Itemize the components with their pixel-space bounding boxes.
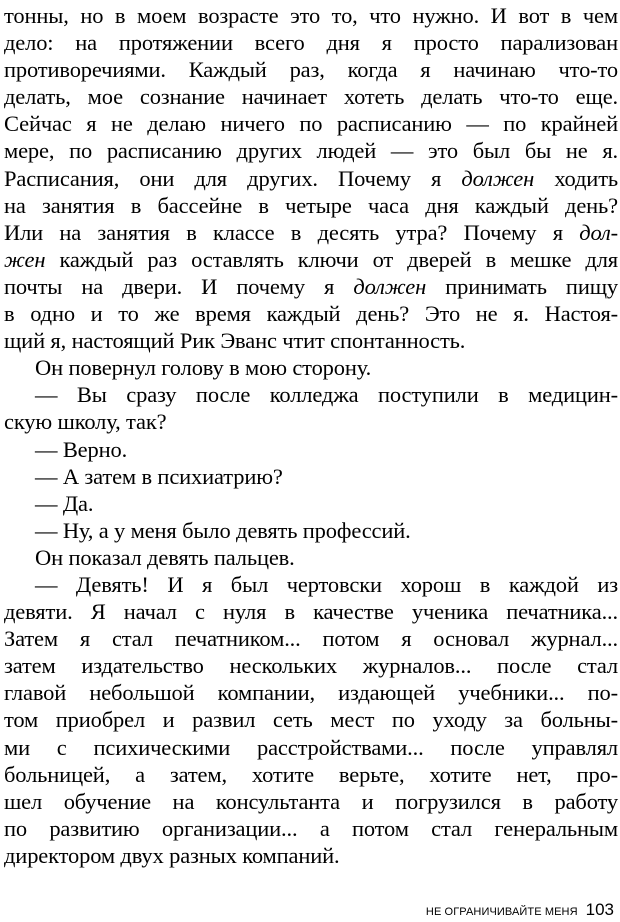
text-line: мере, по расписанию других людей — это был бы не я.: [4, 138, 618, 164]
text-line: в одно и то же время каждый день? Это не я. Настоя-: [4, 301, 618, 327]
text-line: Он повернул голову в мою сторону.: [35, 355, 372, 381]
text-line: — А затем в психиатрию?: [35, 463, 283, 489]
text-line: Он показал девять пальцев.: [35, 544, 295, 570]
text-line: щий я, настоящий Рик Эванс чтит спонтанность.: [4, 328, 466, 354]
text-line: девяти. Я начал с нуля в качестве ученика печатника...: [4, 599, 618, 625]
text-line: — Да.: [35, 490, 94, 516]
text-line: противоречиями. Каждый раз, когда я начинаю что-то: [4, 57, 618, 83]
text-line: главой небольшой компании, издающей учебники... по-: [4, 680, 618, 706]
text-line: на занятия в бассейне в четыре часа дня каждый день?: [4, 192, 618, 218]
text-line: Или на занятия в классе в десять утра? Почему я дол-: [4, 219, 618, 245]
text-line: директором двух разных компаний.: [4, 842, 340, 868]
text-line: шел обучение на консультанта и погрузился в работу: [4, 788, 618, 814]
text-line: том приобрел и развил сеть мест по уходу за больны-: [4, 707, 618, 733]
emphasis: дол-: [579, 219, 618, 245]
emphasis: жен: [4, 246, 46, 272]
text-line: — Вы сразу после колледжа поступили в медицин-: [35, 382, 618, 408]
body-text: [4, 2, 618, 869]
text-line: тонны, но в моем возрасте это то, что нужно. И вот в чем: [4, 3, 618, 28]
text-line: Расписания, они для других. Почему я должен ходить: [4, 165, 618, 191]
page-footer: [426, 900, 614, 920]
text-line: жен каждый раз оставлять ключи от дверей в мешке для: [4, 246, 618, 272]
text-line: — Девять! И я был чертовски хорош в каждой из: [35, 571, 618, 597]
text-line: Затем я стал печатником... потом я основал журнал...: [4, 626, 618, 652]
text-line: ми с психическими расстройствами... после управлял: [4, 734, 618, 760]
text-line: скую школу, так?: [4, 409, 167, 435]
text-line: — Ну, а у меня было девять профессий.: [35, 517, 411, 543]
text-line: дело: на протяжении всего дня я просто парализован: [4, 30, 618, 56]
text-line: больницей, а затем, хотите верьте, хотите нет, про-: [4, 761, 618, 787]
text-line: делать, мое сознание начинает хотеть делать что-то еще.: [4, 84, 618, 110]
emphasis: должен: [461, 165, 535, 191]
running-head: НЕ ОГРАНИЧИВАЙТЕ МЕНЯ: [425, 906, 578, 918]
emphasis: должен: [353, 273, 427, 299]
text-line: затем издательство нескольких журналов... после стал: [4, 653, 618, 679]
text-line: — Верно.: [35, 436, 128, 462]
text-line: по развитию организации... а потом стал генеральным: [4, 815, 618, 841]
text-line: Сейчас я не делаю ничего по расписанию — по крайней: [4, 111, 618, 137]
page-number: 103: [585, 900, 614, 919]
text-line: почты на двери. И почему я должен принимать пищу: [4, 273, 618, 299]
